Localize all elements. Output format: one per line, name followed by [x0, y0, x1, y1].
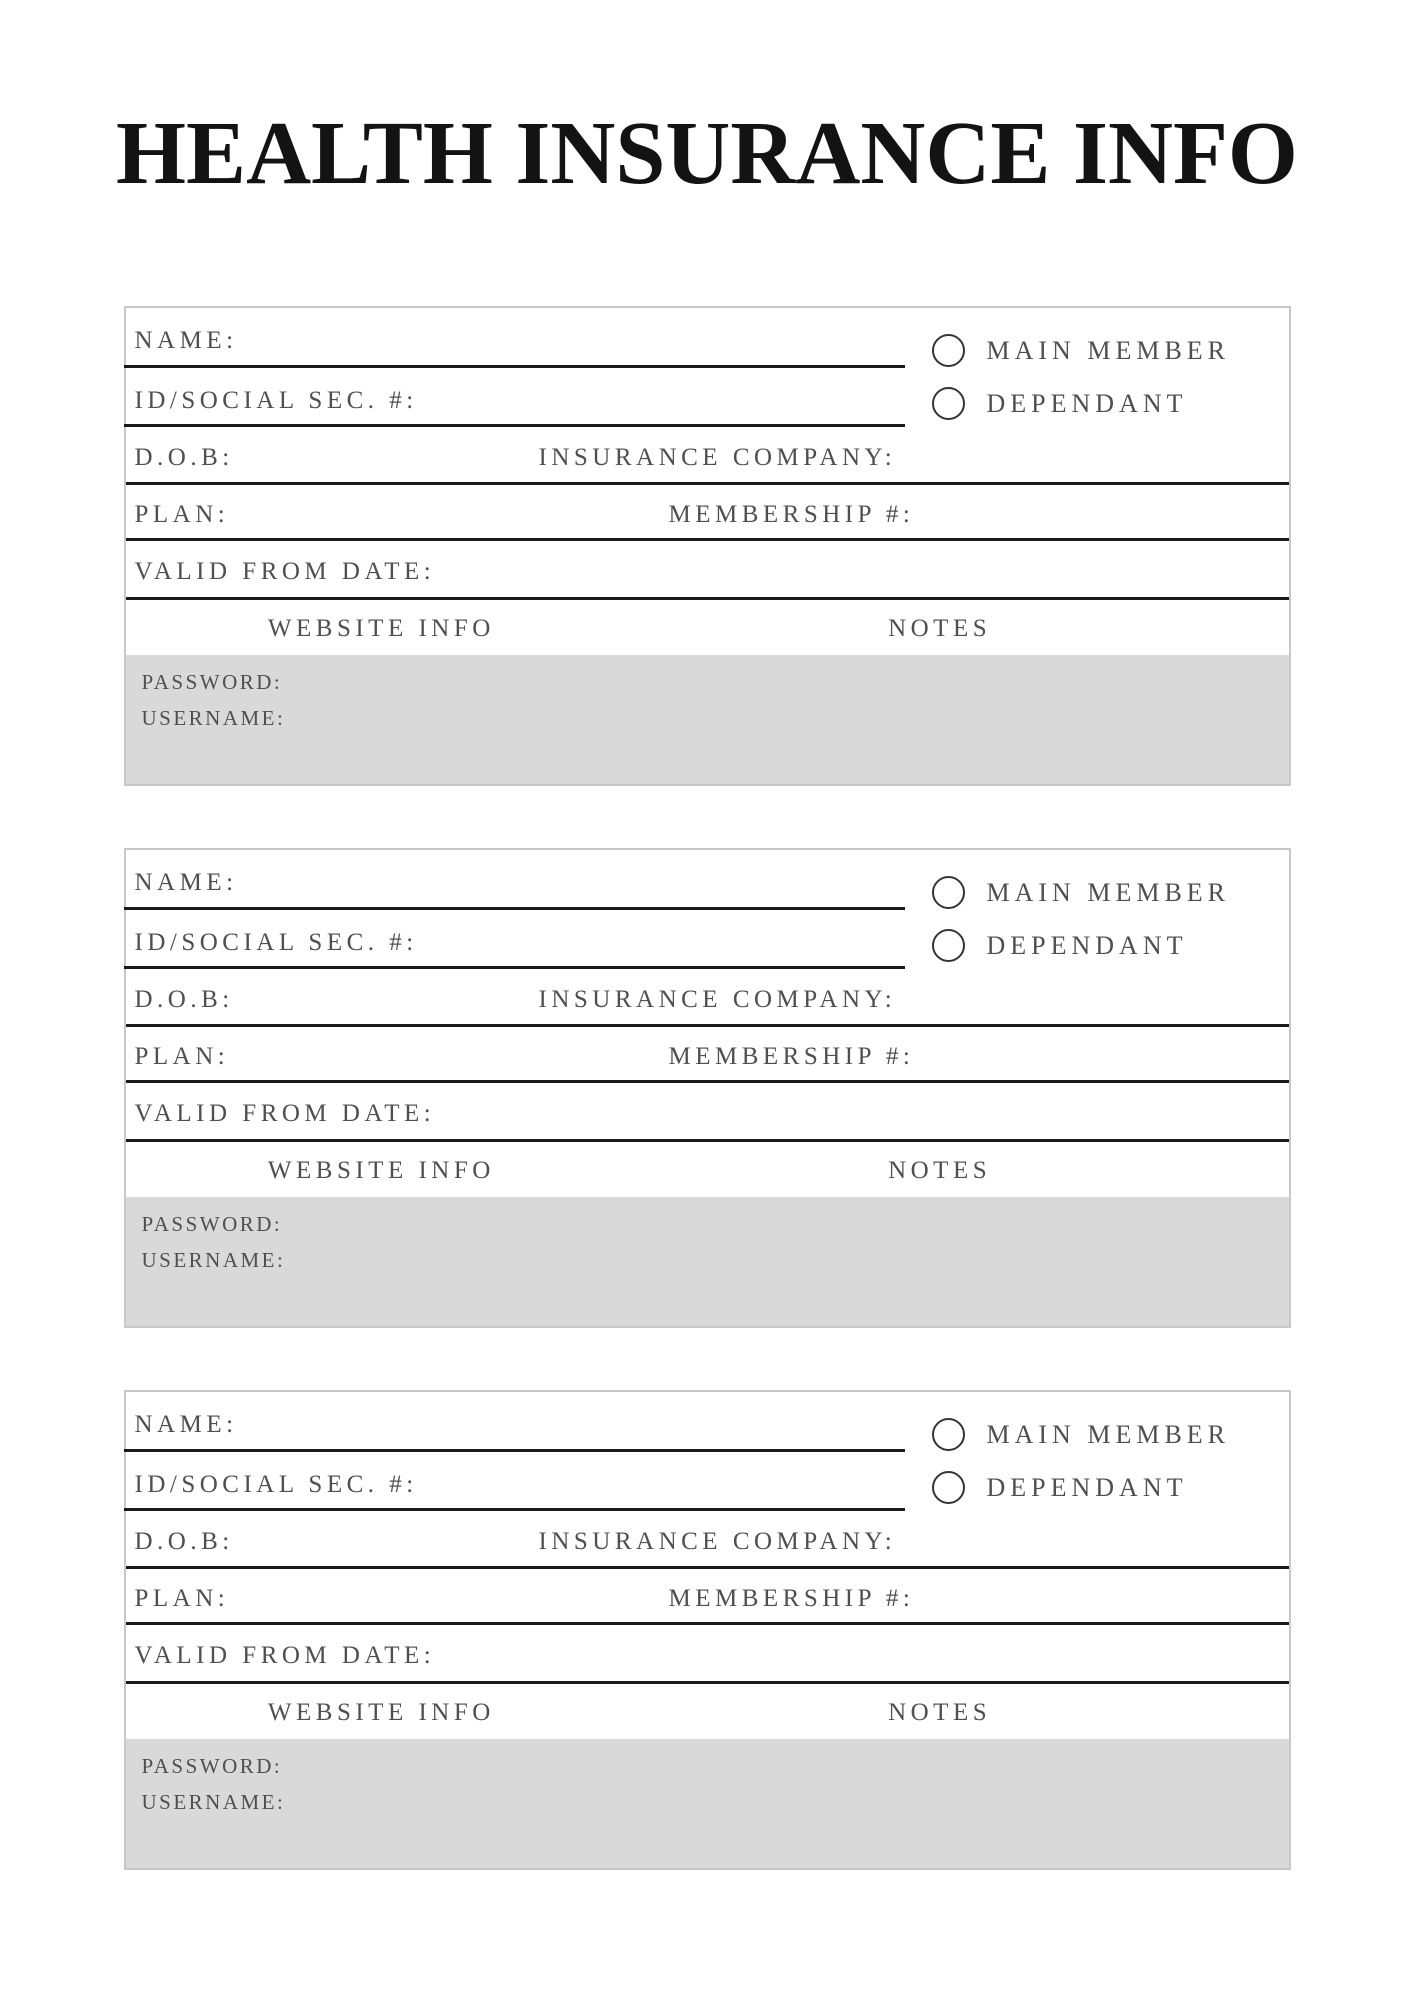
credentials-notes-panel: [126, 1197, 1289, 1326]
dependant-option[interactable]: [932, 388, 1231, 420]
password-label: PASSWORD:: [141, 1211, 283, 1236]
name-label: NAME:: [134, 327, 238, 355]
plan-label: PLAN:: [134, 500, 230, 528]
dob-input-area[interactable]: [246, 1515, 526, 1562]
membership-number-label: MEMBERSHIP #:: [668, 1042, 915, 1070]
notes-input-area[interactable]: [730, 1197, 1288, 1326]
plan-input-area[interactable]: [236, 1031, 656, 1076]
dependant-label: DEPENDANT: [986, 1472, 1188, 1502]
insurance-member-card: [124, 848, 1291, 1328]
valid-from-row: [126, 1083, 1289, 1142]
website-info-header-cell: [126, 1695, 638, 1727]
member-type-radio-group: [932, 335, 1231, 441]
credentials-notes-panel: [126, 1739, 1289, 1868]
id-ssn-label: ID/SOCIAL SEC. #:: [134, 386, 418, 414]
id-ssn-label: ID/SOCIAL SEC. #:: [134, 928, 418, 956]
dependant-radio[interactable]: [932, 929, 965, 962]
dependant-option[interactable]: [932, 930, 1231, 962]
membership-number-input-area[interactable]: [926, 1573, 1283, 1618]
plan-input-area[interactable]: [236, 489, 656, 534]
membership-number-input-area[interactable]: [926, 1031, 1283, 1076]
page-title: HEALTH INSURANCE INFO: [116, 104, 1298, 203]
membership-number-input-area[interactable]: [926, 489, 1283, 534]
dob-label: D.O.B:: [134, 985, 234, 1013]
valid-from-label: VALID FROM DATE:: [134, 1642, 436, 1670]
plan-membership-row: [126, 485, 1289, 541]
valid-from-row: [126, 541, 1289, 600]
dependant-radio[interactable]: [932, 387, 965, 420]
valid-from-input-area[interactable]: [435, 1625, 1288, 1681]
credentials-notes-panel: [126, 655, 1289, 784]
website-info-header-cell: [126, 611, 638, 643]
plan-label: PLAN:: [134, 1584, 230, 1612]
section-headers-row: [126, 1142, 1289, 1197]
id-ssn-label: ID/SOCIAL SEC. #:: [134, 1470, 418, 1498]
membership-number-label: MEMBERSHIP #:: [668, 500, 915, 528]
notes-header: NOTES: [888, 1699, 992, 1727]
main-member-label: MAIN MEMBER: [986, 1419, 1231, 1449]
main-member-label: MAIN MEMBER: [986, 335, 1231, 365]
username-label: USERNAME:: [141, 705, 286, 730]
notes-header-cell: [637, 1153, 1242, 1185]
insurance-company-label: INSURANCE COMPANY:: [538, 1527, 897, 1555]
valid-from-label: VALID FROM DATE:: [134, 558, 436, 586]
website-info-header: WEBSITE INFO: [267, 1699, 495, 1727]
website-info-header: WEBSITE INFO: [267, 615, 495, 643]
dependant-option[interactable]: [932, 1472, 1231, 1504]
insurance-member-card: [124, 1390, 1291, 1870]
insurance-company-label: INSURANCE COMPANY:: [538, 443, 897, 471]
valid-from-row: [126, 1625, 1289, 1684]
dob-label: D.O.B:: [134, 1527, 234, 1555]
main-member-radio[interactable]: [932, 334, 965, 367]
dob-input-area[interactable]: [246, 973, 526, 1020]
valid-from-input-area[interactable]: [435, 541, 1288, 597]
card-list: [0, 306, 1414, 1870]
plan-input-area[interactable]: [236, 1573, 656, 1618]
dependant-label: DEPENDANT: [986, 388, 1188, 418]
notes-input-area[interactable]: [730, 655, 1288, 784]
dob-input-area[interactable]: [246, 431, 526, 478]
insurance-company-label: INSURANCE COMPANY:: [538, 985, 897, 1013]
notes-header: NOTES: [888, 1157, 992, 1185]
password-label: PASSWORD:: [141, 1753, 283, 1778]
plan-label: PLAN:: [134, 1042, 230, 1070]
plan-membership-row: [126, 1027, 1289, 1083]
notes-header-cell: [637, 611, 1242, 643]
main-member-option[interactable]: [932, 335, 1231, 367]
username-label: USERNAME:: [141, 1789, 286, 1814]
member-type-radio-group: [932, 1419, 1231, 1525]
insurance-member-card: [124, 306, 1291, 786]
main-member-radio[interactable]: [932, 876, 965, 909]
main-member-option[interactable]: [932, 1419, 1231, 1451]
section-headers-row: [126, 600, 1289, 655]
notes-input-area[interactable]: [730, 1739, 1288, 1868]
website-info-header: WEBSITE INFO: [267, 1157, 495, 1185]
plan-membership-row: [126, 1569, 1289, 1625]
main-member-label: MAIN MEMBER: [986, 877, 1231, 907]
notes-header: NOTES: [888, 615, 992, 643]
main-member-option[interactable]: [932, 877, 1231, 909]
dob-label: D.O.B:: [134, 443, 234, 471]
section-headers-row: [126, 1684, 1289, 1739]
dependant-label: DEPENDANT: [986, 930, 1188, 960]
website-info-header-cell: [126, 1153, 638, 1185]
membership-number-label: MEMBERSHIP #:: [668, 1584, 915, 1612]
valid-from-label: VALID FROM DATE:: [134, 1100, 436, 1128]
name-label: NAME:: [134, 1411, 238, 1439]
password-label: PASSWORD:: [141, 669, 283, 694]
valid-from-input-area[interactable]: [435, 1083, 1288, 1139]
notes-header-cell: [637, 1695, 1242, 1727]
member-type-radio-group: [932, 877, 1231, 983]
name-label: NAME:: [134, 869, 238, 897]
dependant-radio[interactable]: [932, 1471, 965, 1504]
username-label: USERNAME:: [141, 1247, 286, 1272]
main-member-radio[interactable]: [932, 1418, 965, 1451]
